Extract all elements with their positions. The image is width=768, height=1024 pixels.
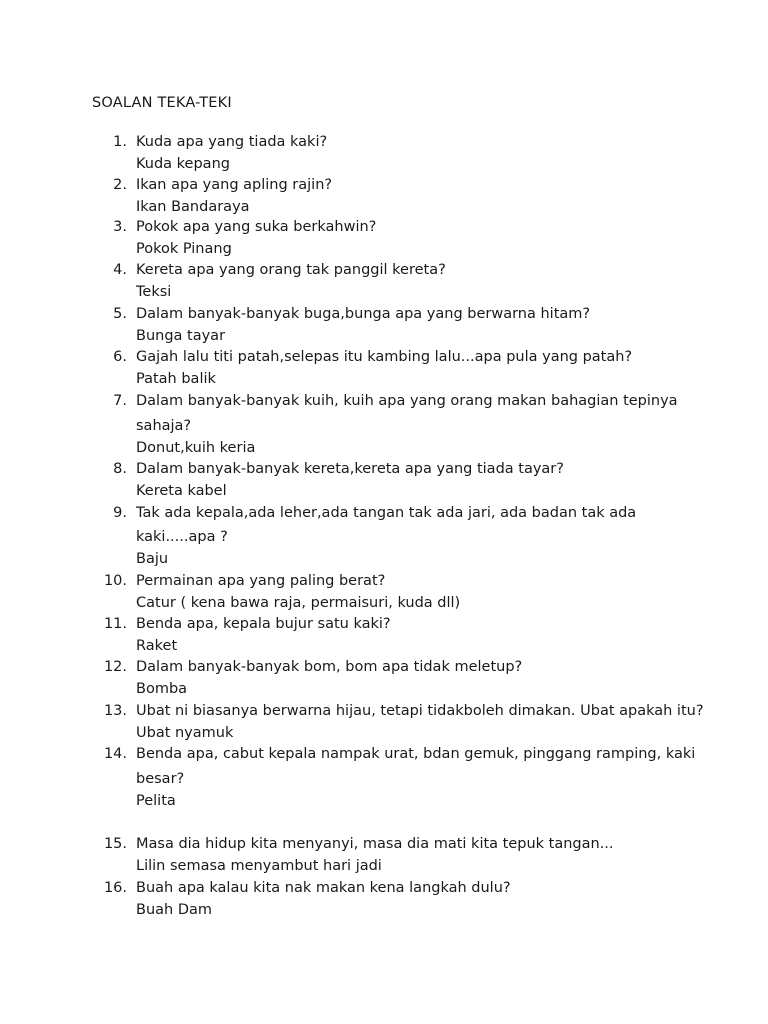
question-text: Dalam banyak-banyak kereta,kereta apa yang tiada tayar? <box>136 461 564 477</box>
page-title: SOALAN TEKA-TEKI <box>92 95 232 111</box>
answer-text: Pokok Pinang <box>136 241 232 257</box>
answer-text: Patah balik <box>136 371 216 387</box>
question-text: Tak ada kepala,ada leher,ada tangan tak ada jari, ada badan tak ada <box>136 505 637 521</box>
question-text: Kuda apa yang tiada kaki? <box>136 134 328 150</box>
item-number: 14. <box>103 746 127 762</box>
question-text: Gajah lalu titi patah,selepas itu kambing lalu...apa pula yang patah? <box>136 349 633 365</box>
answer-text: Raket <box>136 638 178 654</box>
answer-text: Kuda kepang <box>136 156 230 172</box>
question-text: Benda apa, cabut kepala nampak urat, bdan gemuk, pinggang ramping, kaki <box>136 746 696 762</box>
item-number: 7. <box>113 393 127 409</box>
answer-text: Ikan Bandaraya <box>136 199 250 215</box>
item-number: 5. <box>113 306 127 322</box>
question-text: Pokok apa yang suka berkahwin? <box>136 219 377 235</box>
question-text: Masa dia hidup kita menyanyi, masa dia mati kita tepuk tangan... <box>136 836 614 852</box>
item-number: 12. <box>103 659 127 675</box>
item-number: 6. <box>113 349 127 365</box>
question-text: Ubat ni biasanya berwarna hijau, tetapi tidakboleh dimakan. Ubat apakah itu? <box>136 703 704 719</box>
question-text: Dalam banyak-banyak buga,bunga apa yang berwarna hitam? <box>136 306 591 322</box>
answer-text: Bunga tayar <box>136 328 226 344</box>
question-text: Permainan apa yang paling berat? <box>136 573 386 589</box>
question-continuation: besar? <box>136 771 185 787</box>
question-text: Benda apa, kepala bujur satu kaki? <box>136 616 391 632</box>
answer-text: Teksi <box>136 284 172 300</box>
item-number: 8. <box>113 461 127 477</box>
item-number: 2. <box>113 177 127 193</box>
answer-text: Lilin semasa menyambut hari jadi <box>136 858 382 874</box>
item-number: 9. <box>113 505 127 521</box>
answer-text: Bomba <box>136 681 188 697</box>
item-number: 13. <box>103 703 127 719</box>
question-continuation: sahaja? <box>136 418 192 434</box>
item-number: 11. <box>103 616 127 632</box>
question-continuation: kaki.....apa ? <box>136 529 228 545</box>
item-number: 1. <box>113 134 127 150</box>
item-number: 3. <box>113 219 127 235</box>
answer-text: Kereta kabel <box>136 483 227 499</box>
answer-text: Ubat nyamuk <box>136 725 234 741</box>
answer-text: Baju <box>136 551 169 567</box>
question-text: Dalam banyak-banyak kuih, kuih apa yang orang makan bahagian tepinya <box>136 393 678 409</box>
question-text: Dalam banyak-banyak bom, bom apa tidak meletup? <box>136 659 523 675</box>
item-number: 10. <box>103 573 127 589</box>
answer-text: Catur ( kena bawa raja, permaisuri, kuda dll) <box>136 595 461 611</box>
question-text: Kereta apa yang orang tak panggil kereta? <box>136 262 446 278</box>
answer-text: Buah Dam <box>136 902 212 918</box>
item-number: 15. <box>103 836 127 852</box>
question-text: Buah apa kalau kita nak makan kena langkah dulu? <box>136 880 511 896</box>
answer-text: Donut,kuih keria <box>136 440 256 456</box>
question-text: Ikan apa yang apling rajin? <box>136 177 333 193</box>
item-number: 4. <box>113 262 127 278</box>
answer-text: Pelita <box>136 793 176 809</box>
item-number: 16. <box>103 880 127 896</box>
